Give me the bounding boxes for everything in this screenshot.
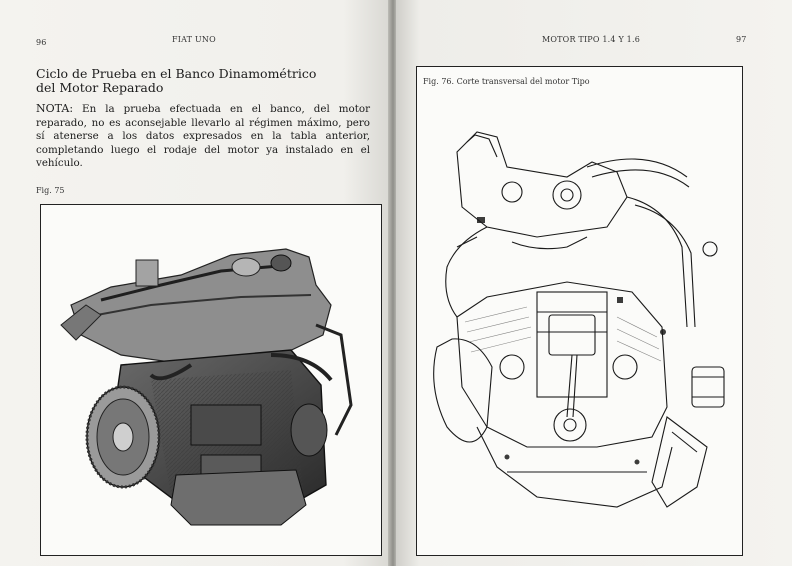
figure-76-label: Fig. 76. Corte transversal del motor Tipo — [423, 77, 590, 86]
left-page — [0, 0, 390, 566]
section-title — [36, 67, 356, 95]
running-head-left: FIAT UNO — [172, 35, 216, 44]
running-head-right: MOTOR TIPO 1.4 Y 1.6 — [542, 35, 641, 44]
figure-75-frame — [40, 204, 382, 556]
right-page — [396, 0, 792, 566]
note-paragraph — [36, 102, 370, 171]
page-number-left: 96 — [36, 38, 47, 47]
page-number-right: 97 — [736, 35, 747, 44]
section-title-line1: Ciclo de Prueba en el Banco Dinamométrico — [36, 66, 317, 81]
note-label: NOTA: — [36, 102, 74, 115]
engine-cross-section-icon — [417, 67, 742, 555]
note-text: En la prueba efectuada en el banco, del motor reparado, no es aconsejable llevarlo al régimen máximo, pero sí atenerse a los datos expresados en la tabla anterior, completando luego el rodaje del motor ya instalado en el vehículo. — [36, 103, 370, 169]
section-title-line2: del Motor Reparado — [36, 80, 164, 95]
engine-photo-icon — [41, 205, 381, 555]
figure-76-frame — [416, 66, 743, 556]
figure-75-label: Fig. 75 — [36, 186, 65, 195]
